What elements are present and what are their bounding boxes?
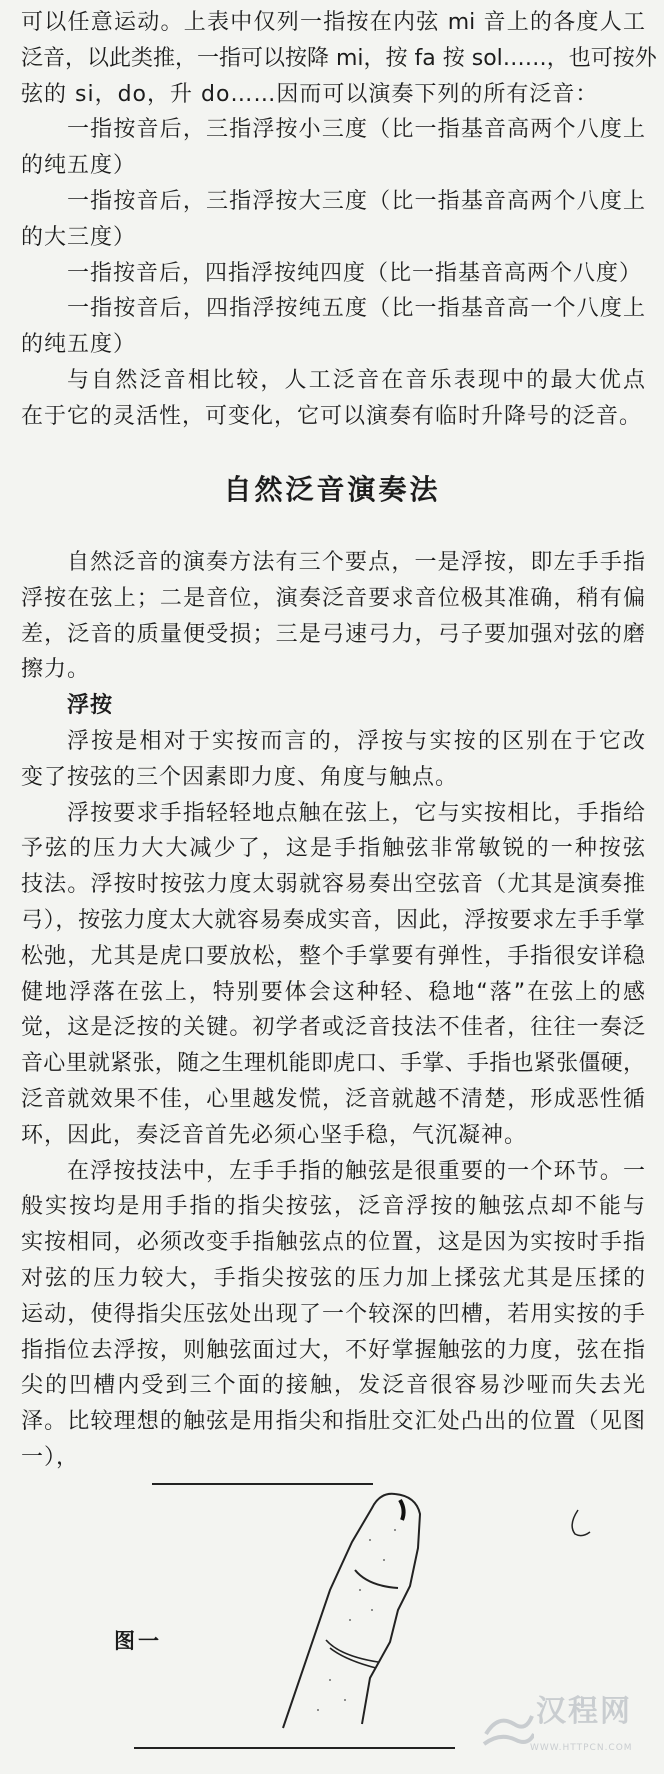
text-line: 指指位去浮按，则触弦面过大，不好掌握触弦的力度，弦在指: [21, 1337, 645, 1363]
text-line: 一），: [21, 1444, 80, 1470]
paragraph: [21, 545, 645, 688]
text-line: 环，因此，奏泛音首先必须心坚手稳，气沉凝神。: [21, 1122, 528, 1148]
text-line: 弓），按弦力度太大就容易奏成实音，因此，浮按要求左手手掌: [21, 907, 645, 933]
text-line: 擦力。: [21, 657, 91, 683]
figure-caption: 图一: [114, 1629, 162, 1653]
text-line: 泛音，以此类推，一指可以按降 mi，按 fa 按 sol……，也可按外: [21, 45, 657, 71]
paragraph: [21, 1154, 645, 1476]
text-line: 的纯五度）: [21, 332, 137, 358]
text-line: 在浮按技法中，左手手指的触弦是很重要的一个环节。一: [67, 1158, 645, 1184]
text-line: 运动，使得指尖压弦处出现了一个较深的凹槽，若用实按的手: [21, 1301, 645, 1327]
watermark-wave-icon: [478, 1694, 534, 1754]
text-line: 技法。浮按时按弦力度太弱就容易奏出空弦音（尤其是演奏推: [21, 872, 645, 898]
text-line: 音心里就紧张，随之生理机能即虎口、手掌、手指也紧张僵硬，: [21, 1051, 645, 1077]
text-line: 般实按均是用手指的指尖按弦，泛音浮按的触弦点却不能与: [21, 1194, 645, 1220]
watermark-url: WWW.HTTPCN.COM: [530, 1743, 633, 1753]
joint-crease-lower: [326, 1640, 378, 1668]
paragraph: [21, 363, 645, 435]
text-line: 的纯五度）: [21, 153, 137, 179]
paragraph: [21, 256, 645, 292]
text-line: 松弛，尤其是虎口要放松，整个手掌要有弹性，手指很安详稳: [21, 943, 645, 969]
finger-outline: [283, 1494, 420, 1728]
text-line: 弦的 si，do，升 do……因而可以演奏下列的所有泛音：: [21, 81, 599, 107]
text-line: 泽。比较理想的触弦是用指尖和指肚交汇处凸出的位置（见图: [21, 1409, 645, 1435]
text-line: 变了按弦的三个因素即力度、角度与触点。: [21, 764, 459, 790]
text-line: 对弦的压力较大，手指尖按弦的压力加上揉弦尤其是压揉的: [21, 1265, 645, 1291]
text-line: 一指按音后，四指浮按纯五度（比一指基音高一个八度上: [67, 296, 645, 322]
text-line: 与自然泛音相比较，人工泛音在音乐表现中的最大优点: [67, 367, 645, 393]
watermark-logo: [478, 1692, 648, 1768]
text-line: 的大三度）: [21, 224, 137, 250]
text-line: 予弦的压力大大减少了，这是手指触弦非常敏锐的一种按弦: [21, 836, 645, 862]
text-line: 在于它的灵活性，可变化，它可以演奏有临时升降号的泛音。: [21, 403, 643, 429]
paragraph: [21, 724, 645, 796]
text-line: 觉，这是泛按的关键。初学者或泛音技法不佳者，往往一奏泛: [21, 1015, 645, 1041]
text-line: 浮按在弦上；二是音位，演奏泛音要求音位极其准确，稍有偏: [21, 585, 645, 611]
subheading-text: 浮按: [67, 693, 114, 719]
body-text-block: [21, 545, 645, 1476]
text-line: 一指按音后，四指浮按纯四度（比一指基音高两个八度）: [67, 260, 643, 286]
text-line: 健地浮落在弦上，特别要体会这种轻、稳地“落”在弦上的感: [21, 979, 645, 1005]
text-line: 实按相同，必须改变手指触弦点的位置，这是因为实按时手指: [21, 1230, 645, 1256]
paragraph: [21, 291, 645, 363]
text-line: 可以任意运动。上表中仅列一指按在内弦 mi 音上的各度人工: [21, 10, 645, 35]
text-line: 自然泛音的演奏方法有三个要点，一是浮按，即左手手指: [67, 550, 645, 575]
text-line: 一指按音后，三指浮按小三度（比一指基音高两个八度上: [67, 117, 645, 143]
text-line: 差，泛音的质量便受损；三是弓速弓力，弓子要加强对弦的磨: [21, 621, 645, 647]
section-title: 自然泛音演奏法: [223, 473, 441, 506]
fingernail-mark: [400, 1500, 404, 1520]
joint-crease-upper: [355, 1570, 398, 1588]
watermark-text: 汉程网: [536, 1694, 632, 1729]
text-line: 尖的凹槽内受到三个面的接触，发泛音很容易沙哑而失去光: [21, 1373, 645, 1399]
paragraph: [21, 796, 645, 1154]
text-line: 一指按音后，三指浮按大三度（比一指基音高两个八度上: [67, 188, 645, 214]
finger-shading: [317, 1529, 396, 1711]
text-line: 泛音就效果不佳，心里越发慌，泛音就越不清楚，形成恶性循: [21, 1086, 645, 1112]
text-line: 浮按要求手指轻轻地点触在弦上，它与实按相比，手指给: [67, 800, 645, 826]
paragraph: [21, 184, 645, 256]
pen-mark-icon: [572, 1510, 590, 1536]
text-line: 浮按是相对于实按而言的，浮按与实按的区别在于它改: [67, 728, 645, 754]
subheading: [21, 688, 645, 724]
paragraph: [21, 112, 645, 184]
intro-text-block: [21, 5, 657, 435]
paragraph: [21, 5, 657, 112]
